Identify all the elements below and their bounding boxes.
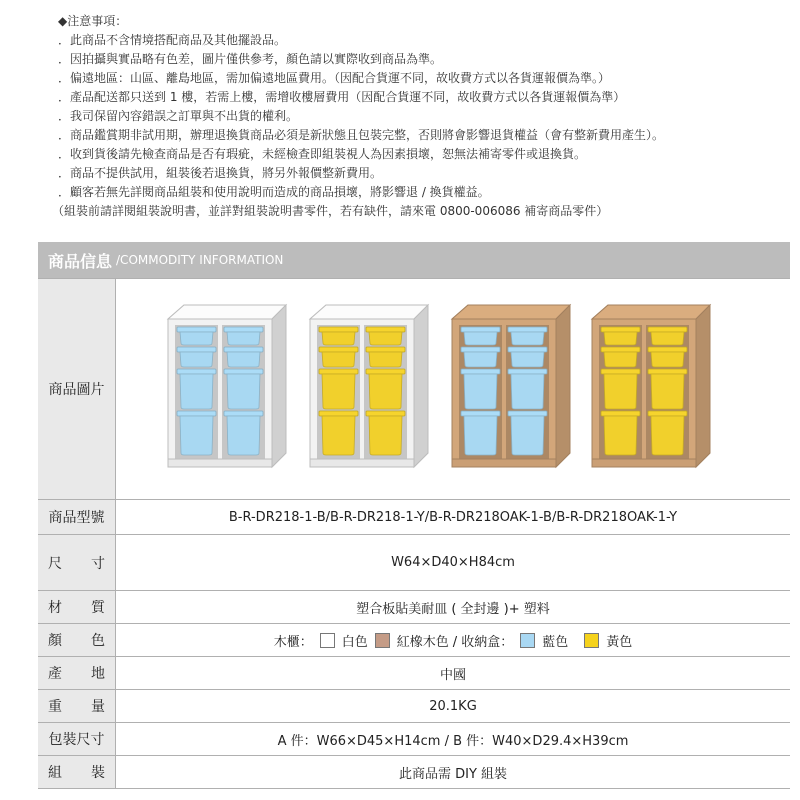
storage-bin <box>180 352 213 367</box>
storage-bin <box>369 352 402 367</box>
notice-item: ．產品配送都只送到 1 樓，若需上樓，需增收樓層費用（因配合貨運不同，故收費方式以各貨運報價為準） <box>58 90 626 104</box>
row-origin <box>38 657 790 690</box>
value-material: 塑合板貼美耐皿 ( 全封邊 )+ 塑料 <box>356 601 550 617</box>
label-material-char: 材 <box>48 600 62 616</box>
storage-bin <box>464 416 497 455</box>
storage-bin <box>227 352 260 367</box>
label-origin <box>38 657 116 689</box>
storage-bin <box>180 332 213 345</box>
oak-swatch <box>375 633 390 648</box>
storage-bin <box>369 374 402 409</box>
bin-rim <box>366 327 405 332</box>
bin-rim <box>224 411 263 416</box>
label-material-char: 質 <box>91 600 105 616</box>
bin-rim <box>177 347 216 352</box>
storage-bin <box>511 332 544 345</box>
label-material <box>38 591 116 623</box>
product-images <box>116 279 790 499</box>
storage-bin <box>369 332 402 345</box>
bin-rim <box>177 411 216 416</box>
storage-bin <box>180 374 213 409</box>
bin-rim <box>366 369 405 374</box>
row-assembly <box>38 756 790 789</box>
yellow-swatch <box>584 633 599 648</box>
white-swatch <box>320 633 335 648</box>
storage-bin <box>227 374 260 409</box>
bin-rim <box>461 327 500 332</box>
storage-bin <box>604 332 637 345</box>
bin-rim <box>648 411 687 416</box>
bin-rim <box>601 411 640 416</box>
bin-rim <box>319 411 358 416</box>
bin-rim <box>508 327 547 332</box>
cabinet-divider <box>360 325 364 459</box>
white-colour-text: 白色 <box>341 634 368 650</box>
storage-bin <box>511 416 544 455</box>
storage-bin <box>227 416 260 455</box>
label-size <box>38 535 116 590</box>
cabinet-oak-blue-image <box>444 303 574 469</box>
cabinet-colour-label: 木櫃： <box>273 634 313 650</box>
bin-rim <box>224 327 263 332</box>
value-origin: 中國 <box>439 667 466 683</box>
label-assembly <box>38 756 116 788</box>
storage-bin <box>651 416 684 455</box>
label-assembly-char: 組 <box>48 765 62 781</box>
cabinet-top <box>452 305 570 319</box>
cabinet-white-yellow-image <box>302 303 432 469</box>
product-image-strip <box>116 279 790 499</box>
storage-bin <box>464 374 497 409</box>
row-size <box>38 535 790 591</box>
value-colour <box>116 624 790 656</box>
storage-bin <box>322 374 355 409</box>
bin-rim <box>508 411 547 416</box>
cabinet-white-blue-image <box>160 303 290 469</box>
cabinet-base <box>592 459 696 467</box>
storage-bin <box>511 352 544 367</box>
storage-bin <box>369 416 402 455</box>
bin-rim <box>319 347 358 352</box>
colour-options <box>274 631 633 650</box>
label-origin-char: 地 <box>91 666 105 682</box>
value-model: B-R-DR218-1-B/B-R-DR218-1-Y/B-R-DR218OAK-1-B/B-R-DR218OAK-1-Y <box>228 509 678 525</box>
bin-rim <box>601 369 640 374</box>
table-header <box>38 242 790 278</box>
oak-colour-text: 紅橡木色 <box>396 634 449 650</box>
label-weight-char: 量 <box>91 699 105 715</box>
cabinet-oak-yellow-image <box>584 303 714 469</box>
label-package-size: 包裝尺寸 <box>38 723 116 755</box>
row-colour <box>38 624 790 657</box>
blue-swatch <box>520 633 535 648</box>
storage-bin <box>464 352 497 367</box>
storage-bin <box>322 332 355 345</box>
notice-item: ．商品不提供試用，組裝後若退換貨，將另外報價整新費用。 <box>58 166 383 180</box>
yellow-colour-text: 黃色 <box>606 634 633 650</box>
notice-item: ．商品鑑賞期非試用期，辦理退換貨商品必須是新狀態且包裝完整，否則將會影響退貨權益（會有整新費用產生）。 <box>58 128 665 142</box>
value-package-size: A 件：W66×D45×H14cm / B 件：W40×D29.4×H39cm <box>277 733 629 749</box>
label-size-char: 寸 <box>91 555 105 572</box>
storage-bin <box>322 416 355 455</box>
row-product-image <box>38 278 790 500</box>
notice-item: ．此商品不含情境搭配商品及其他擺設品。 <box>58 33 287 47</box>
header-title: 商品信息 <box>48 251 113 271</box>
notice-section <box>52 12 788 221</box>
storage-bin <box>464 332 497 345</box>
label-weight-char: 重 <box>48 699 62 715</box>
storage-bin <box>651 352 684 367</box>
cabinet-side <box>414 305 428 467</box>
cabinet-base <box>452 459 556 467</box>
label-product-image: 商品圖片 <box>38 279 116 499</box>
bin-rim <box>461 369 500 374</box>
cabinet-divider <box>642 325 646 459</box>
cabinet-base <box>168 459 272 467</box>
row-weight <box>38 690 790 723</box>
cabinet-top <box>168 305 286 319</box>
cabinet-base <box>310 459 414 467</box>
value-weight: 20.1KG <box>429 698 477 714</box>
storage-bin <box>180 416 213 455</box>
commodity-info-table <box>38 242 790 784</box>
label-weight <box>38 690 116 722</box>
notice-footer: （組裝前請詳閱組裝說明書，並詳對組裝說明書零件，若有缺件，請來電 0800-006086 補寄商品零件） <box>52 204 609 218</box>
notice-item: ．顧客若無先詳閱商品組裝和使用說明而造成的商品損壞，將影響退 / 換貨權益。 <box>58 185 490 199</box>
bin-rim <box>366 347 405 352</box>
notice-item: ．收到貨後請先檢查商品是否有瑕疵，未經檢查即組裝視人為因素損壞，恕無法補寄零件或退換貨。 <box>58 147 587 161</box>
notice-title: ◆注意事項： <box>58 14 128 28</box>
storage-bin <box>604 416 637 455</box>
cabinet-side <box>696 305 710 467</box>
header-subtitle: /COMMODITY INFORMATION <box>116 253 284 267</box>
row-material <box>38 591 790 624</box>
bin-rim <box>224 347 263 352</box>
label-colour-char: 色 <box>91 633 105 649</box>
cabinet-divider <box>502 325 506 459</box>
cabinet-divider <box>218 325 222 459</box>
storage-bin <box>604 374 637 409</box>
storage-bin <box>511 374 544 409</box>
notice-item: ．偏遠地區：山區、離島地區，需加偏遠地區費用。（因配合貨運不同，故收費方式以各貨運報價為準。） <box>58 71 611 85</box>
cabinet-side <box>272 305 286 467</box>
storage-bin <box>322 352 355 367</box>
blue-colour-text: 藍色 <box>542 634 569 650</box>
bin-rim <box>648 369 687 374</box>
storage-bin <box>651 332 684 345</box>
bin-rim <box>366 411 405 416</box>
cabinet-side <box>556 305 570 467</box>
bin-rim <box>319 369 358 374</box>
label-colour-char: 顏 <box>48 633 62 649</box>
storage-bin <box>227 332 260 345</box>
bin-rim <box>648 347 687 352</box>
bin-rim <box>461 347 500 352</box>
bin-rim <box>508 347 547 352</box>
bin-rim <box>177 369 216 374</box>
box-colour-label: / 收納盒： <box>452 634 514 650</box>
storage-bin <box>604 352 637 367</box>
bin-rim <box>461 411 500 416</box>
bin-rim <box>601 327 640 332</box>
label-assembly-char: 裝 <box>91 765 105 781</box>
label-origin-char: 產 <box>48 666 62 682</box>
row-model <box>38 500 790 535</box>
bin-rim <box>177 327 216 332</box>
bin-rim <box>648 327 687 332</box>
row-package-size <box>38 723 790 756</box>
bin-rim <box>224 369 263 374</box>
notice-item: ．因拍攝與實品略有色差，圖片僅供參考，顏色請以實際收到商品為準。 <box>58 52 443 66</box>
storage-bin <box>651 374 684 409</box>
label-size-char: 尺 <box>48 555 62 572</box>
bin-rim <box>508 369 547 374</box>
bin-rim <box>319 327 358 332</box>
label-colour <box>38 624 116 656</box>
value-size: W64×D40×H84cm <box>391 555 515 570</box>
cabinet-top <box>592 305 710 319</box>
notice-item: ．我司保留內容錯誤之訂單與不出貨的權利。 <box>58 109 299 123</box>
value-assembly: 此商品需 DIY 組裝 <box>398 766 508 782</box>
bin-rim <box>601 347 640 352</box>
label-model: 商品型號 <box>38 500 116 534</box>
cabinet-top <box>310 305 428 319</box>
